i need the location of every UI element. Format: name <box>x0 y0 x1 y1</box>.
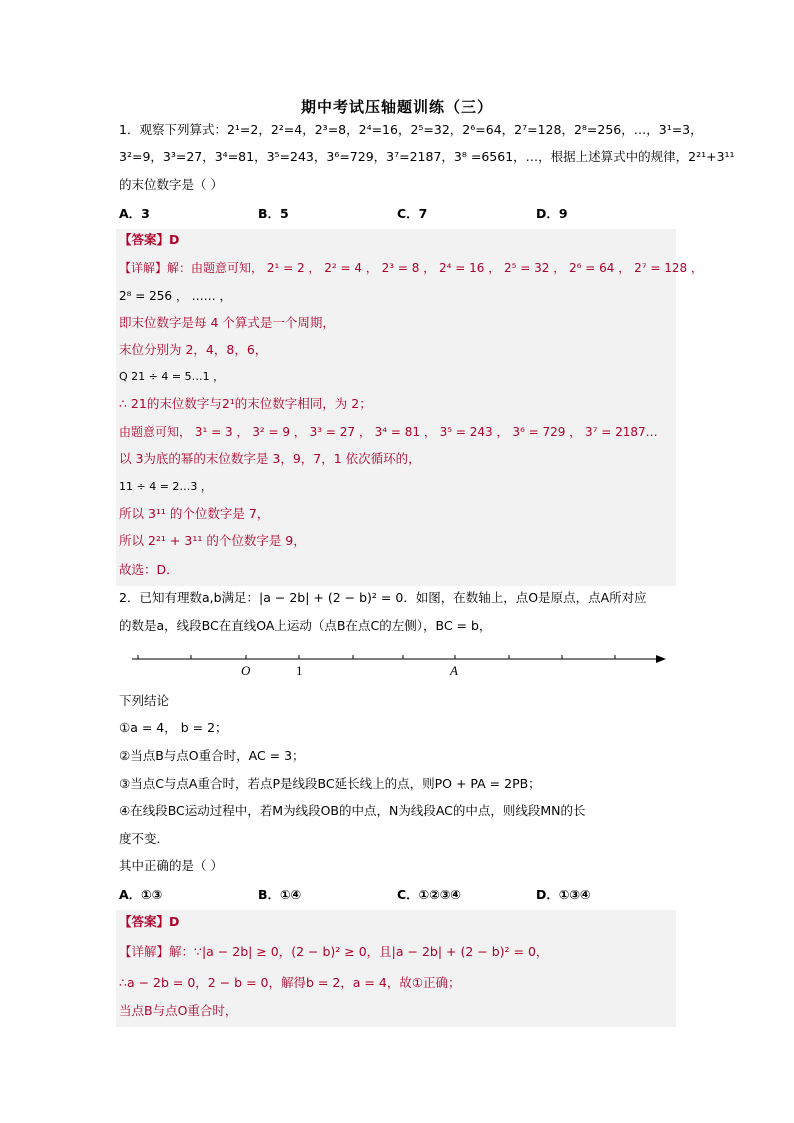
q2-detail-1: 【详解】解：∵|a − 2b| ≥ 0，(2 − b)² ≥ 0，且|a − 2b| + (2 − b)² = 0， <box>119 944 549 959</box>
q1-detail-12: 故选：D． <box>119 562 179 577</box>
q1-detail-10: 所以 3¹¹ 的个位数字是 7， <box>119 506 270 521</box>
q2-ask: 其中正确的是（ ） <box>119 858 223 873</box>
q1-detail-3: 即末位数字是每 4 个算式是一个周期， <box>119 315 335 330</box>
q2-detail-3: 当点B与点O重合时， <box>119 1003 238 1018</box>
page-title: 期中考试压轴题训练（三） <box>300 98 493 116</box>
q2-option-a: A．①③ <box>119 887 163 902</box>
q2-option-b: B．①④ <box>258 887 302 902</box>
q2-conclusion-2: ②当点B与点O重合时，AC = 3； <box>119 748 305 763</box>
number-line-label-a: A <box>450 663 458 678</box>
q1-detail-8: 以 3为底的幂的末位数字是 3，9，7，1 依次循环的， <box>119 451 421 466</box>
q1-detail-6: ∴ 21的末位数字与2¹的末位数字相同，为 2； <box>119 396 372 411</box>
q2-conclusion-3: ③当点C与点A重合时，若点P是线段BC延长线上的点，则PO + PA = 2PB； <box>119 776 541 791</box>
number-line-label-1: 1 <box>296 663 303 678</box>
q2-conclusion-head: 下列结论 <box>119 693 170 708</box>
number-line-label-o: O <box>241 663 251 678</box>
number-line-ticks <box>138 655 615 659</box>
q2-conclusion-4a: ④在线段BC运动过程中，若M为线段OB的中点，N为线段AC的中点，则线段MN的长 <box>119 803 586 818</box>
q1-line-3: 的末位数字是（ ） <box>119 177 223 192</box>
q1-detail-7: 由题意可知， 3¹ = 3 ， 3² = 9 ， 3³ = 27 ， 3⁴ = 81 ， 3⁵ = 243 ， 3⁶ = 729 ， 3⁷ = 2187… <box>119 425 658 439</box>
q2-detail-2: ∴a − 2b = 0，2 − b = 0，解得b = 2，a = 4，故①正确； <box>119 975 461 990</box>
number-line-arrow <box>656 655 666 663</box>
q2-line-1: 2．已知有理数a,b满足：|a − 2b| + (2 − b)² = 0．如图，在数轴上，点O是原点，点A所对应 <box>119 590 647 605</box>
q1-detail-2: 2⁸ = 256 ， …… ， <box>119 289 232 303</box>
q1-detail-4: 末位分别为 2，4，8，6， <box>119 342 268 357</box>
q1-line-1: 1．观察下列算式：2¹=2，2²=4，2³=8，2⁴=16，2⁵=32，2⁶=64，2⁷=128，2⁸=256，…，3¹=3， <box>119 122 703 137</box>
q2-option-c: C．①②③④ <box>397 887 462 902</box>
q1-detail-5: Q 21 ÷ 4 = 5…1 ， <box>119 370 225 383</box>
q2-conclusion-1: ①a = 4， b = 2； <box>119 720 228 735</box>
q2-conclusion-4b: 度不变． <box>119 831 170 846</box>
q1-option-a: A．3 <box>119 206 150 221</box>
q1-line-2: 3²=9，3³=27，3⁴=81，3⁵=243，3⁶=729，3⁷=2187，3⁸ =6561，…，根据上述算式中的规律，2²¹+3¹¹ <box>119 149 735 164</box>
q1-answer: 【答案】D <box>119 232 180 247</box>
q1-detail-1: 【详解】解：由题意可知， 2¹ = 2 ， 2² = 4 ， 2³ = 8 ， 2⁴ = 16 ， 2⁵ = 32 ， 2⁶ = 64 ， 2⁷ = 128 ， <box>119 261 703 275</box>
q1-option-d: D．9 <box>536 206 568 221</box>
q2-answer: 【答案】D <box>119 914 180 929</box>
q1-detail-9: 11 ÷ 4 = 2…3 ， <box>119 480 212 493</box>
q1-detail-11: 所以 2²¹ + 3¹¹ 的个位数字是 9， <box>119 533 306 548</box>
q1-option-b: B．5 <box>258 206 289 221</box>
q2-line-2: 的数是a，线段BC在直线OA上运动（点B在点C的左侧），BC = b， <box>119 618 492 633</box>
q2-option-d: D．①③④ <box>536 887 591 902</box>
q1-option-c: C．7 <box>397 206 428 221</box>
